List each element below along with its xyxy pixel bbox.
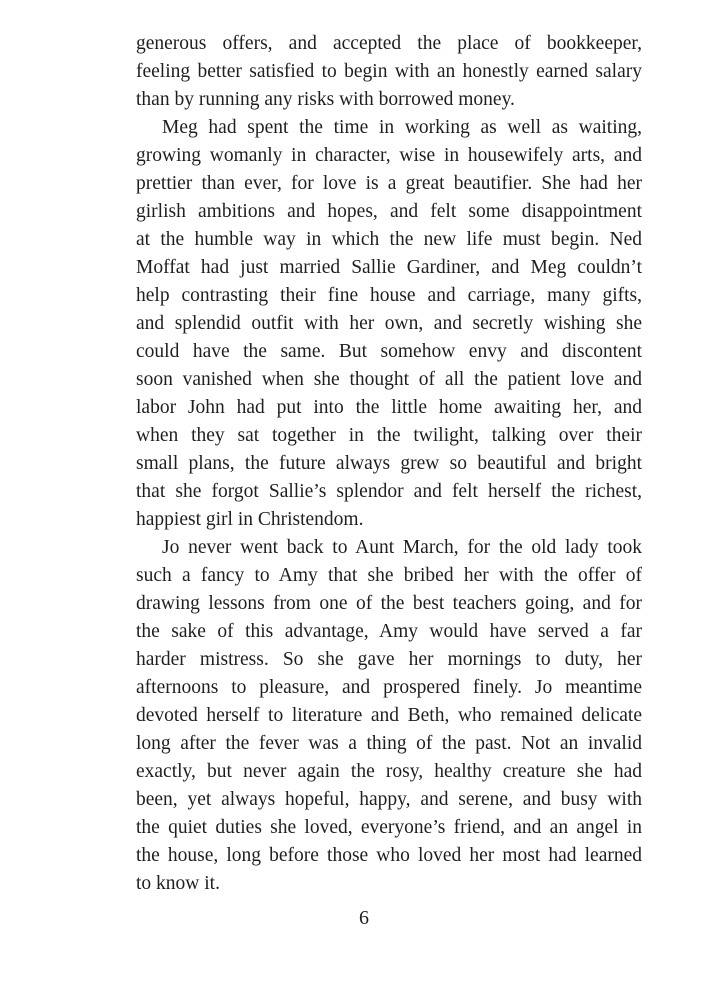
text-line: Jo never went back to Aunt March, for the old lady took xyxy=(162,537,642,558)
text-line: drawing lessons from one of the best teachers going, and for xyxy=(136,593,642,614)
text-line: when they sat together in the twilight, talking over their xyxy=(136,425,642,446)
text-line: Moffat had just married Sallie Gardiner, and Meg couldn’t xyxy=(136,257,642,278)
text-line: than by running any risks with borrowed money. xyxy=(136,89,515,110)
text-line: that she forgot Sallie’s splendor and felt herself the richest, xyxy=(136,481,642,502)
text-line: to know it. xyxy=(136,873,220,894)
text-line: prettier than ever, for love is a great beautifier. She had her xyxy=(136,173,642,194)
text-line: the quiet duties she loved, everyone’s friend, and an angel in xyxy=(136,817,642,838)
text-line: devoted herself to literature and Beth, who remained delicate xyxy=(136,705,642,726)
text-line: growing womanly in character, wise in housewifely arts, and xyxy=(136,145,642,166)
text-line: at the humble way in which the new life must begin. Ned xyxy=(136,229,642,250)
text-line: Meg had spent the time in working as well as waiting, xyxy=(162,117,642,138)
text-line: generous offers, and accepted the place of bookkeeper, xyxy=(136,33,642,54)
text-line: small plans, the future always grew so beautiful and bright xyxy=(136,453,642,474)
text-line: labor John had put into the little home awaiting her, and xyxy=(136,397,642,418)
text-line: help contrasting their fine house and carriage, many gifts, xyxy=(136,285,642,306)
text-line: such a fancy to Amy that she bribed her with the offer of xyxy=(136,565,642,586)
text-line: girlish ambitions and hopes, and felt some disappointment xyxy=(136,201,642,222)
text-line: could have the same. But somehow envy and discontent xyxy=(136,341,642,362)
text-line: the house, long before those who loved her most had learned xyxy=(136,845,642,866)
text-line: soon vanished when she thought of all the patient love and xyxy=(136,369,642,390)
text-line: harder mistress. So she gave her mornings to duty, her xyxy=(136,649,642,670)
text-line: the sake of this advantage, Amy would have served a far xyxy=(136,621,642,642)
text-line: afternoons to pleasure, and prospered finely. Jo meantime xyxy=(136,677,642,698)
text-line: been, yet always hopeful, happy, and serene, and busy with xyxy=(136,789,642,810)
page-number: 6 xyxy=(359,907,369,929)
text-line: exactly, but never again the rosy, healthy creature she had xyxy=(136,761,642,782)
text-line: feeling better satisfied to begin with an honestly earned salary xyxy=(136,61,642,82)
text-line: long after the fever was a thing of the past. Not an invalid xyxy=(136,733,642,754)
text-line: happiest girl in Christendom. xyxy=(136,509,364,530)
text-line: and splendid outfit with her own, and secretly wishing she xyxy=(136,313,642,334)
